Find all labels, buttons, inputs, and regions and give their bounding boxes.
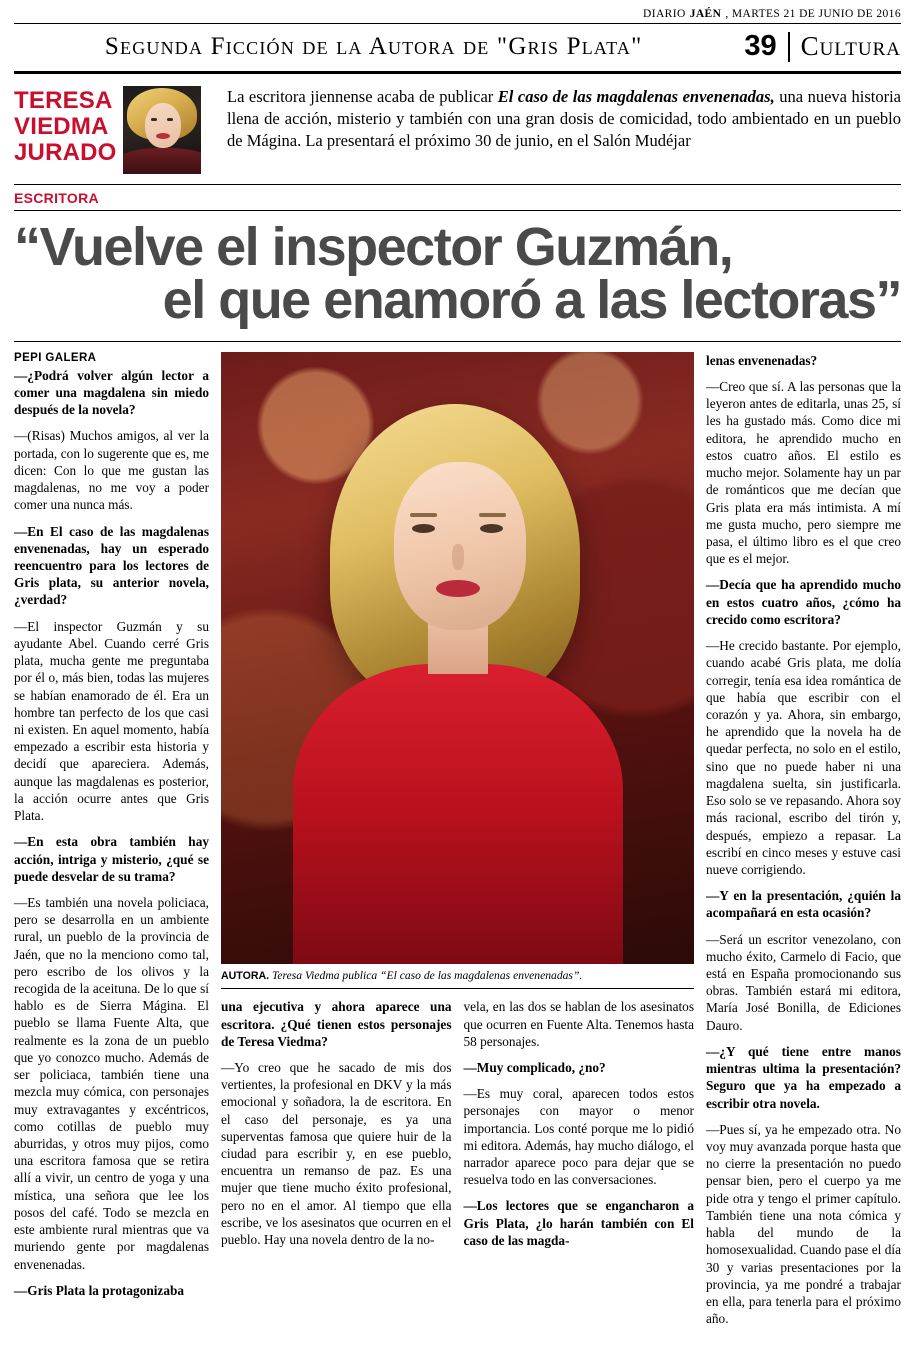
column-center (221, 352, 694, 1337)
photo-brow-left (410, 513, 437, 517)
role-rule (14, 210, 901, 211)
portrait-mouth (156, 133, 170, 139)
section-header (14, 24, 901, 74)
intro-text (219, 86, 901, 174)
article-body (14, 352, 901, 1337)
portrait-eye-left (151, 118, 157, 121)
masthead-paper-bold: JAÉN (689, 8, 722, 20)
paragraph: —Pues sí, ya he empezado otra. No voy muy avanzada porque hasta que no cierre la presentación no puedo pensar bien, pero el cuerpo ya me pide otra y tengo el primer capítulo. También tiene una nota cómica y habla del mundo de la homosexualidad. Cuando pase el día 30 y varias presentaciones por la provincia, ya me pondré a trabajar en ella, para tenerla para el próximo año. (706, 1121, 901, 1327)
intro-rule (14, 184, 901, 185)
intro-block (14, 86, 901, 174)
headline-line-2: el que enamoró a las lectoras” (162, 269, 901, 330)
caption-label: AUTORA. (221, 969, 270, 982)
paragraph: —(Risas) Muchos amigos, al ver la portada, con lo sugerente que es, me dicen: Con lo que me gustan las magdalenas, no me voy a poder comer una nunca más. (14, 428, 209, 513)
paragraph: —Decía que ha aprendido mucho en estos cuatro años, ¿cómo ha crecido como escritora? (706, 577, 901, 627)
photo-red-top (293, 664, 623, 964)
author-name-line3: JURADO (14, 138, 117, 166)
column-2a (221, 998, 452, 1258)
intro-book-title: El caso de las magdalenas envenenadas, (497, 87, 775, 106)
role-label: ESCRITORA (14, 190, 99, 206)
paragraph: —En El caso de las magdalenas envenenadas, hay un esperado reencuentro para los lectores de Gris plata, su anterior novela, ¿verdad? (14, 523, 209, 608)
masthead (0, 0, 915, 23)
caption-text: Teresa Viedma publica “El caso de las magdalenas envenenadas”. (269, 968, 583, 982)
headline-line-1: “Vuelve el inspector Guzmán, (14, 217, 733, 277)
paragraph: —Creo que sí. A las personas que la leyeron antes de editarla, unas 25, sí les ha gustado más. Como dice mi editora, he aprendido mucho en estos cuatro años. El estilo es mucho mejor. Solamente hay un par de románticos que me decían que Gris plata era más intimista. A mí me gusta mucho, pero siempre me pasa, el último libro es el que creo que es el mejor. (706, 379, 901, 567)
masthead-paper: DIARIO (643, 8, 686, 20)
intro-paragraph (227, 86, 901, 152)
portrait-face (145, 103, 181, 148)
center-subcolumns (221, 998, 694, 1258)
photo-mouth (436, 580, 480, 597)
section-name: Cultura (800, 31, 901, 61)
paragraph: —¿Podrá volver algún lector a comer una magdalena sin miedo después de la novela? (14, 367, 209, 418)
photo-eye-right (480, 524, 503, 533)
photo-eye-left (412, 524, 435, 533)
byline: PEPI GALERA (14, 351, 97, 364)
photo-nose (452, 544, 464, 570)
paragraph: —Gris Plata la protagonizaba (14, 1282, 185, 1298)
paragraph: —Yo creo que he sacado de mis dos vertientes, la profesional en DKV y la más emocional y soñadora, la de escritora. En el caso del personaje, es ya una superventas famosa que quiere huir de la ciudad para escribir y, en ese pueblo, encuentra un remanso de paz. Es una mujer que tiene mucho éxito profesional, pero no en el amor. Al tiempo que ella escribe, ve los asesinatos que ocurren en el pueblo. Hay una novela dentro de la no- (221, 1059, 452, 1248)
author-name-line2: VIEDMA (14, 112, 109, 140)
portrait-eye-right (167, 118, 173, 121)
column-1 (14, 352, 209, 1337)
paragraph: lenas envenenadas? (706, 352, 818, 368)
paragraph: —Es también una novela policiaca, pero se desarrolla en un ambiente rural, un pueblo de la provincia de Jaén, que no la menciono como tal, pero escribo de los olivos y la recogida de la aceituna. De lo que sí hablo es de Sierra Mágina. El pueblo se llama Fuente Alta, que realmente es la zona de un pueblo que yo conozco mucho. Además de ser policiaca, también tiene una mezcla muy cómica, con personajes muy extravagantes y excéntricos, como cotillas de pueblo muy aburridas, y otros muy pijos, como una escritora famosa que se retira allí a vivir, un centro de yoga y una mística, una señora que lee los posos del café. Todo se mezcla en este ambiente rural mientras que va muriendo gente por magdalenas envenenadas. (14, 894, 209, 1272)
author-main-photo (221, 352, 694, 964)
paragraph: —El inspector Guzmán y su ayudante Abel. Cuando cerré Gris plata, mucha gente me preguntaba por él o, más bien, todas las mujeres se habían enamorado de él. Era un hombre tan perfecto de los que casi ni existen. En aquel momento, había empezado a escribir esta historia y decidí que apareciera. Además, aunque las magdalenas es posterior, la acción ocurre antes que Gris Plata. (14, 618, 209, 824)
headline-rule (14, 341, 901, 342)
intro-part2: una nueva historia llena de acción, misterio y también con una gran dosis de comicidad, todo ambientado en un pueblo de Mágina. La presentará el próximo 30 de junio, en el Salón Mudéjar (227, 87, 901, 151)
author-name (14, 86, 123, 166)
paragraph: —Y en la presentación, ¿quién la acompañará en esta ocasión? (706, 888, 901, 921)
masthead-date: , MARTES 21 DE JUNIO DE 2016 (725, 8, 901, 20)
intro-left (14, 86, 219, 174)
headline (14, 217, 901, 330)
photo-brow-right (479, 513, 506, 517)
page-number: 39 (744, 30, 777, 62)
paragraph: —Muy complicado, ¿no? (463, 1059, 606, 1075)
intro-part1: La escritora jiennense acaba de publicar (227, 87, 498, 106)
column-3 (706, 352, 901, 1337)
author-portrait-thumbnail (123, 86, 201, 174)
paragraph: —He crecido bastante. Por ejemplo, cuando acabé Gris plata, me dolía corregir, tenía esa idea romántica de que había que escribir con el corazón y ya. Ahora, sin embargo, he aprendido que la novela ha de quedar perfecta, no solo en el estilo, sino que no puede haber ni una magdalena suelta, sin justificarla. Eso solo se ve repasando. Ahora soy más racional, escribo del tirón y, después, empiezo a repasar. La escribí en cinco meses y estuve casi nueve corrigiendo. (706, 638, 901, 877)
paragraph: —¿Y qué tiene entre manos mientras ultima la presentación? Seguro que ya ha empezado a escribir otra novela. (706, 1043, 901, 1111)
paragraph: —Es muy coral, aparecen todos estos personajes con mayor o menor importancia. Los conté porque me lo pidió mi editora. Además, hay mucho diálogo, el narrador aparece poco para dejar que se resuelva todo en las conversaciones. (463, 1086, 694, 1188)
paragraph: —Será un escritor venezolano, con mucho éxito, Carmelo di Facio, que está en España promocionando sus obras. También estará mi editora, María José Bonilla, de Ediciones Dauro. (706, 931, 901, 1033)
column-2b (464, 998, 695, 1258)
photo-caption (221, 969, 694, 989)
paragraph: vela, en las dos se hablan de los asesinatos que ocurren en Fuente Alta. Tenemos hasta 58 personajes. (463, 999, 694, 1049)
author-name-line1: TERESA (14, 87, 113, 114)
section-kicker: Segunda Ficción de la Autora de "Gris Plata" (104, 32, 643, 60)
paragraph: —Los lectores que se engancharon a Gris Plata, ¿lo harán también con El caso de las magda- (463, 1198, 694, 1248)
paragraph: —En esta obra también hay acción, intriga y misterio, ¿qué se puede desvelar de su trama? (14, 834, 209, 884)
portrait-shoulders (123, 148, 201, 174)
paragraph: una ejecutiva y ahora aparece una escritora. ¿Qué tienen estos personajes de Teresa Viedma? (221, 999, 452, 1049)
